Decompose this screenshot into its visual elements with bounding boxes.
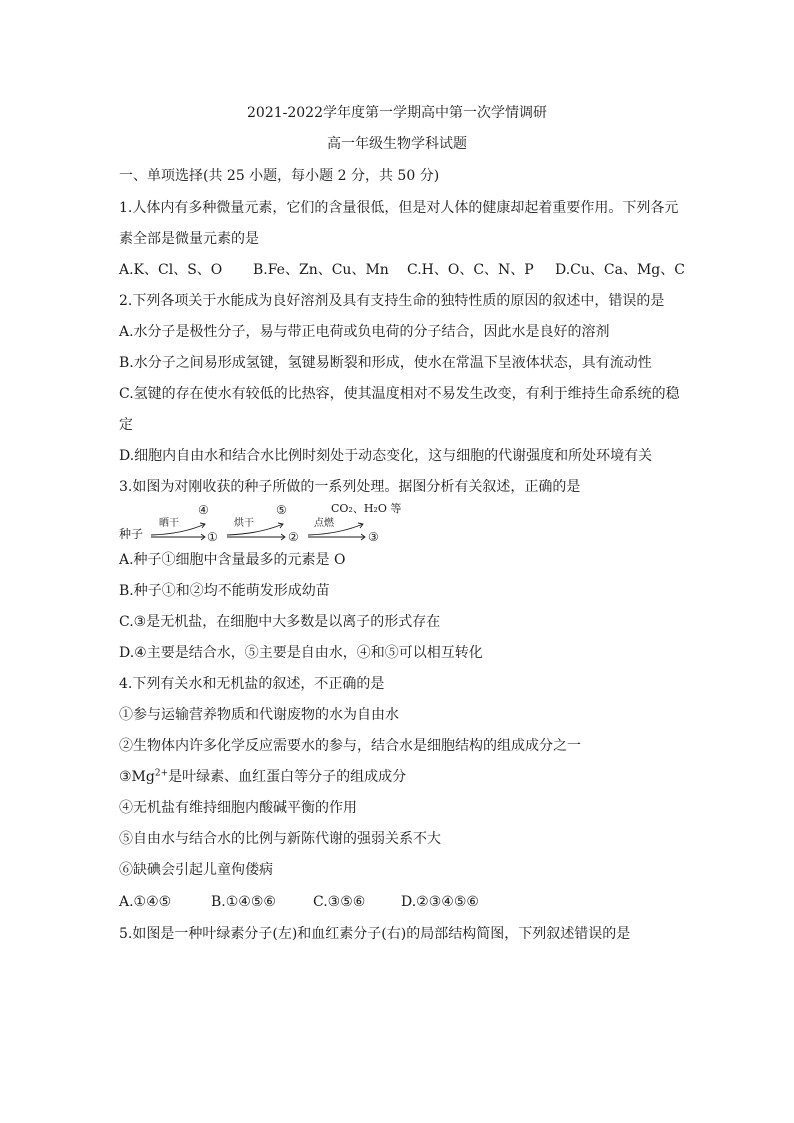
q1-stem-line1: 1.人体内有多种微量元素，它们的含量很低，但是对人体的健康却起着重要作用。下列各元: [119, 200, 679, 216]
q2-option-a: A.水分子是极性分子，易与带正电荷或负电荷的分子结合，因此水是良好的溶剂: [119, 324, 610, 340]
q3-stem: 3.如图为对刚收获的种子所做的一系列处理。据图分析有关叙述，正确的是: [119, 479, 581, 495]
diagram-step-oven-dry: 烘干: [234, 518, 254, 529]
q4-s3-prefix: ③Mg: [119, 769, 155, 785]
q5-stem: 5.如图是一种叶绿素分子(左)和血红素分子(右)的局部结构简图，下列叙述错误的是: [119, 926, 631, 942]
q1-option-a: A.K、Cl、S、O: [119, 262, 223, 278]
q4-statement-6: ⑥缺碘会引起儿童佝偻病: [119, 862, 273, 878]
diagram-products-label: CO₂、H₂O 等: [331, 502, 402, 515]
q4-option-d: D.②③④⑤⑥: [401, 894, 479, 910]
q3-option-c: C.③是无机盐，在细胞中大多数是以离子的形式存在: [119, 614, 441, 630]
q4-option-c: C.③⑤⑥: [313, 894, 366, 910]
diagram-num-5: ⑤: [276, 503, 287, 517]
q3-option-b: B.种子①和②均不能萌发形成幼苗: [119, 583, 330, 599]
q2-option-c-line2: 定: [119, 417, 133, 433]
q3-option-d: D.④主要是结合水，⑤主要是自由水，④和⑤可以相互转化: [119, 645, 483, 661]
q1-stem-line2: 素全部是微量元素的是: [119, 231, 259, 247]
diagram-step-sun-dry: 晒干: [159, 518, 179, 529]
diagram-num-1: ①: [207, 530, 218, 544]
q1-option-b: B.Fe、Zn、Cu、Mn: [253, 262, 389, 278]
diagram-num-2: ②: [288, 530, 299, 544]
exam-subtitle: 高一年级生物学科试题: [327, 136, 467, 152]
q4-option-a: A.①④⑤: [119, 894, 172, 910]
diagram-num-4: ④: [198, 503, 209, 517]
q4-s3-suffix: 是叶绿素、血红蛋白等分子的组成成分: [168, 769, 407, 785]
diagram-num-3: ③: [368, 530, 379, 544]
exam-title: 2021-2022学年度第一学期高中第一次学情调研: [247, 105, 547, 121]
q2-option-c-line1: C.氢键的存在使水有较低的比热容，使其温度相对不易发生改变，有利于维持生命系统的稳: [119, 386, 680, 402]
q4-statement-5: ⑤自由水与结合水的比例与新陈代谢的强弱关系不大: [119, 831, 441, 847]
q1-option-c: C.H、O、C、N、P: [407, 262, 534, 278]
q3-option-a: A.种子①细胞中含量最多的元素是 O: [119, 552, 346, 568]
q2-stem: 2.下列各项关于水能成为良好溶剂及具有支持生命的独特性质的原因的叙述中，错误的是: [119, 293, 665, 309]
section-heading: 一、单项选择(共 25 小题，每小题 2 分，共 50 分): [119, 168, 440, 184]
q4-option-b: B.①④⑤⑥: [211, 894, 276, 910]
seed-processing-diagram: [119, 500, 419, 544]
q4-statement-4: ④无机盐有维持细胞内酸碱平衡的作用: [119, 800, 357, 816]
q4-stem: 4.下列有关水和无机盐的叙述，不正确的是: [119, 676, 385, 692]
q2-option-d: D.细胞内自由水和结合水比例时刻处于动态变化，这与细胞的代谢强度和所处环境有关: [119, 448, 653, 464]
q4-statement-2: ②生物体内许多化学反应需要水的参与，结合水是细胞结构的组成成分之一: [119, 738, 581, 754]
q4-s3-charge: 2+: [154, 768, 169, 779]
diagram-step-ignite: 点燃: [314, 518, 334, 529]
q4-statement-3: [119, 767, 406, 787]
q2-option-b: B.水分子之间易形成氢键，氢键易断裂和形成，使水在常温下呈液体状态，具有流动性: [119, 355, 652, 371]
q1-option-d: D.Cu、Ca、Mg、C: [555, 262, 685, 278]
q4-statement-1: ①参与运输营养物质和代谢废物的水为自由水: [119, 707, 399, 723]
diagram-seed-label: 种子: [119, 527, 144, 541]
